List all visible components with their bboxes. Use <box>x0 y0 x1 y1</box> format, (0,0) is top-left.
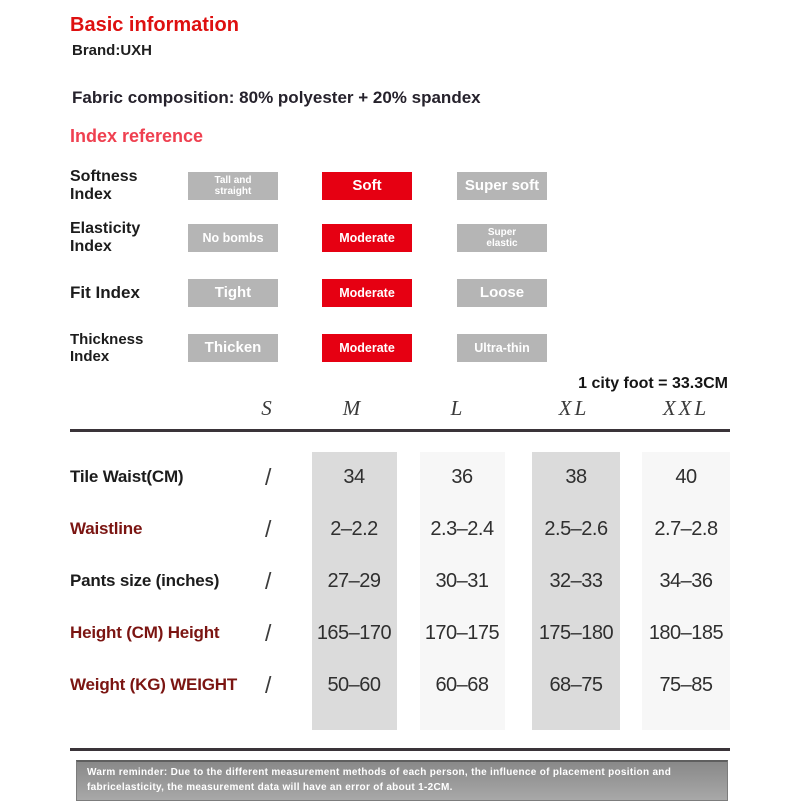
unit-conversion-note: 1 city foot = 33.3CM <box>578 375 728 392</box>
table-cell: 180–185 <box>648 621 724 644</box>
table-row-waistline <box>0 503 800 555</box>
table-top-rule <box>70 429 730 432</box>
table-cell: 34 <box>343 465 365 488</box>
table-row-weight <box>0 659 800 711</box>
table-row-height <box>0 607 800 659</box>
option-badge-selected <box>322 279 412 307</box>
table-cell: 175–180 <box>538 621 614 644</box>
option-badge <box>457 279 547 307</box>
table-row-label: Weight (KG) WEIGHT <box>70 675 238 694</box>
table-cell: 32–33 <box>549 569 603 592</box>
option-badge-selected <box>322 172 412 200</box>
size-column-header-s: S <box>261 396 275 420</box>
table-cell: 170–175 <box>424 621 500 644</box>
option-badge-label: Loose <box>479 284 525 302</box>
option-badge-label: Super soft <box>464 177 540 195</box>
table-cell: 36 <box>451 465 473 488</box>
warm-reminder-box <box>76 760 728 801</box>
index-row-thickness <box>0 330 800 365</box>
table-cell: / <box>265 515 271 542</box>
option-badge-label: Ultra-thin <box>474 340 530 355</box>
option-badge-label: Thicken <box>204 339 262 357</box>
table-cell: 40 <box>675 465 697 488</box>
index-row-label: Softness Index <box>70 167 138 203</box>
index-row-elasticity <box>0 219 800 255</box>
option-badge <box>457 172 547 200</box>
option-badge <box>457 334 547 362</box>
option-badge <box>188 279 278 307</box>
table-cell: 30–31 <box>435 569 489 592</box>
option-badge <box>188 172 278 200</box>
option-badge-label: Moderate <box>339 230 395 245</box>
table-cell: 2.5–2.6 <box>544 517 608 540</box>
size-column-header-l: L <box>450 396 466 420</box>
index-row-label: Elasticity Index <box>70 219 141 255</box>
table-row-label: Pants size (inches) <box>70 571 220 590</box>
table-cell: 27–29 <box>327 569 381 592</box>
table-cell: 38 <box>565 465 587 488</box>
option-badge-label: Soft <box>352 177 382 195</box>
index-row-softness <box>0 167 800 203</box>
index-row-label: Fit Index <box>70 283 140 303</box>
index-row-fit <box>0 279 800 307</box>
size-column-header-xl: XL <box>558 396 590 420</box>
option-badge <box>457 224 547 252</box>
table-row-pants-size <box>0 555 800 607</box>
table-cell: / <box>265 671 271 698</box>
option-badge-label: Moderate <box>339 340 395 355</box>
option-badge-label: Super elastic <box>486 226 518 249</box>
table-cell: 165–170 <box>316 621 392 644</box>
table-cell: 2–2.2 <box>330 517 378 540</box>
table-cell: 50–60 <box>327 673 381 696</box>
table-cell: 34–36 <box>659 569 713 592</box>
table-cell: 2.3–2.4 <box>430 517 494 540</box>
option-badge-label: No bombs <box>202 230 264 245</box>
table-row-label: Tile Waist(CM) <box>70 467 184 486</box>
table-row-tile-waist <box>0 451 800 503</box>
option-badge-label: Tall and straight <box>214 174 252 197</box>
option-badge-label: Tight <box>214 284 252 302</box>
option-badge-selected <box>322 334 412 362</box>
index-row-label: Thickness Index <box>70 330 144 365</box>
size-column-header-xxl: XXL <box>662 396 710 420</box>
table-cell: 68–75 <box>549 673 603 696</box>
table-cell: / <box>265 619 271 646</box>
index-reference-heading: Index reference <box>70 126 204 146</box>
option-badge-selected <box>322 224 412 252</box>
table-cell: / <box>265 463 271 490</box>
table-row-label: Waistline <box>70 519 143 538</box>
table-cell: / <box>265 567 271 594</box>
option-badge-label: Moderate <box>339 285 395 300</box>
warm-reminder-text: Warm reminder: Due to the different measurement methods of each person, the influence of placement position and fabricelasticity, the measurement data will have an error of about 1-2CM. <box>87 767 672 793</box>
option-badge <box>188 224 278 252</box>
brand-text: Brand:UXH <box>72 42 153 59</box>
table-row-label: Height (CM) Height <box>70 623 220 642</box>
table-cell: 75–85 <box>659 673 713 696</box>
fabric-composition-text: Fabric composition: 80% polyester + 20% spandex <box>72 88 481 107</box>
basic-information-heading: Basic information <box>70 14 239 36</box>
table-cell: 60–68 <box>435 673 489 696</box>
size-column-header-m: M <box>342 396 364 420</box>
table-bottom-rule <box>70 748 730 751</box>
table-cell: 2.7–2.8 <box>654 517 718 540</box>
option-badge <box>188 334 278 362</box>
